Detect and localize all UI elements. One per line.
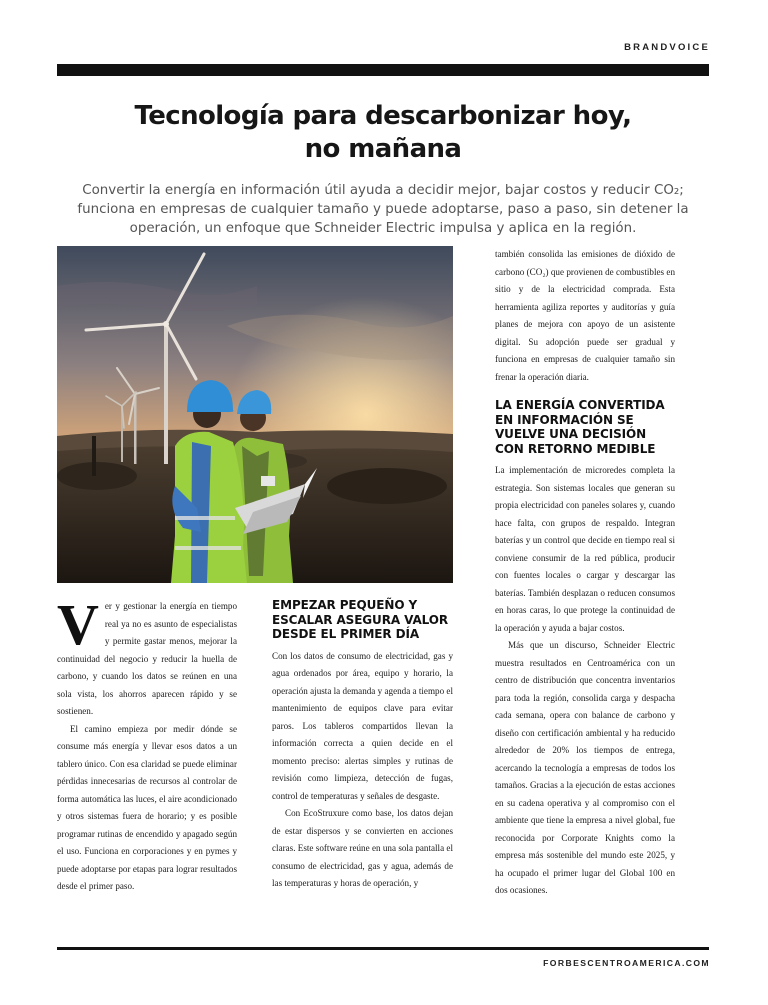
paragraph: Con los datos de consumo de electricidad, gas y agua ordenados por área, equipo y horario, la operación ajusta la demanda y agenda a tiempo el mantenimiento de equipos clave para evitar paros. Los tableros compartidos llevan la información correcta a quien decide en el momento preciso: alertas simples y rutinas de revisión como limpieza, detección de fugas, control de temperaturas y señales de desgaste. (272, 650, 453, 801)
column-3 (495, 246, 675, 900)
title-line-2: no mañana (304, 134, 462, 164)
brandvoice-label: BRANDVOICE (624, 42, 710, 53)
column-1 (57, 592, 237, 896)
column-2 (272, 598, 453, 893)
photo-workers-wind-turbines-icon (57, 246, 453, 583)
section-heading: EMPEZAR PEQUEÑO Y ESCALAR ASEGURA VALOR DESDE EL PRIMER DÍA (272, 598, 449, 641)
paragraph: Con EcoStruxure como base, los datos dejan de estar dispersos y se convierten en acciones claras. Este software reúne en una sola pantalla el consumo de electricidad, gas y agua, además de las temperaturas y horas de operación, y (272, 808, 453, 888)
drop-cap: V (57, 592, 99, 657)
header-rule (57, 64, 709, 76)
section-heading: LA ENERGÍA CONVERTIDA EN INFORMACIÓN SE VUELVE UNA DECISIÓN CON RETORNO MEDIBLE (495, 398, 665, 456)
article-photo (57, 246, 453, 583)
paragraph: El camino empieza por medir dónde se consume más energía y llevar esos datos a un tablero único. Con esa claridad se puede eliminar pérdidas innecesarias de recursos al controlar de forma automática las luces, el aire acondicionado y otros sistemas fuera de horario; y es posible programar rutinas de encendido y apagado según el uso. Funciona en corporaciones y en pymes y puede adoptarse por etapas para lograr resultados desde el primer paso. (57, 723, 237, 891)
paragraph: La implementación de microredes completa la estrategia. Son sistemas locales que generan su propia electricidad con paneles solares y, cuando hace falta, con grupos de respaldo. Integran baterías y un control que decide en tiempo real si conviene consumir de la red pública, producir con fuentes locales o cargar y descargar las baterías. También desplazan o reducen consumos en horas caras, lo que protege la continuidad de la operación y ayuda a bajar costos. (495, 465, 675, 633)
article-title (57, 100, 709, 166)
paragraph-text: er y gestionar la energía en tiempo real ya no es asunto de especialistas y permite gastar menos, mejorar la continuidad del negocio y reducir la huella de carbono, y cuando los datos se reúnen en una sola vista, los ahorros aparecen rápido y se sostienen. (57, 601, 237, 716)
paragraph (57, 592, 237, 721)
footer-url[interactable]: FORBESCENTROAMERICA.COM (543, 958, 710, 968)
paragraph: Más que un discurso, Schneider Electric muestra resultados en Centroamérica con un centro de distribución que concentra inventarios para toda la región, consolida carga y despacha cada semana, opera con balance de carbono y diseño con certificación ambiental y ha reducido alrededor de 20% los tiempos de entrega, acercando la tecnología a empresas de todos los tamaños. Gracias a la ejecución de estas acciones en su cadena operativa y al compromiso con el ambiente que tiene la empresa a nivel global, fue reconocida por Corporate Knights como la empresa más sostenible del mundo este 2025, y ha ocupado el primer lugar del Global 100 en dos ocasiones. (495, 640, 675, 895)
article-deck: Convertir la energía en información útil ayuda a decidir mejor, bajar costos y reducir CO₂; funciona en empresas de cualquier tamaño y puede adoptarse, paso a paso, sin detener la operación, un enfoque que Schneider Electric impulsa y aplica en la región. (77, 183, 689, 236)
footer-rule (57, 947, 709, 950)
title-line-1: Tecnología para descarbonizar hoy, (134, 101, 632, 131)
paragraph: también consolida las emisiones de dióxido de carbono (CO₂) que provienen de combustibles en sitio y de la electricidad comprada. Esta herramienta agiliza reportes y auditorías y guía planes de mejora con apoyo de un asistente digital. Su adopción puede ser gradual y funciona en empresas de cualquier tamaño sin frenar la operación diaria. (495, 249, 675, 382)
